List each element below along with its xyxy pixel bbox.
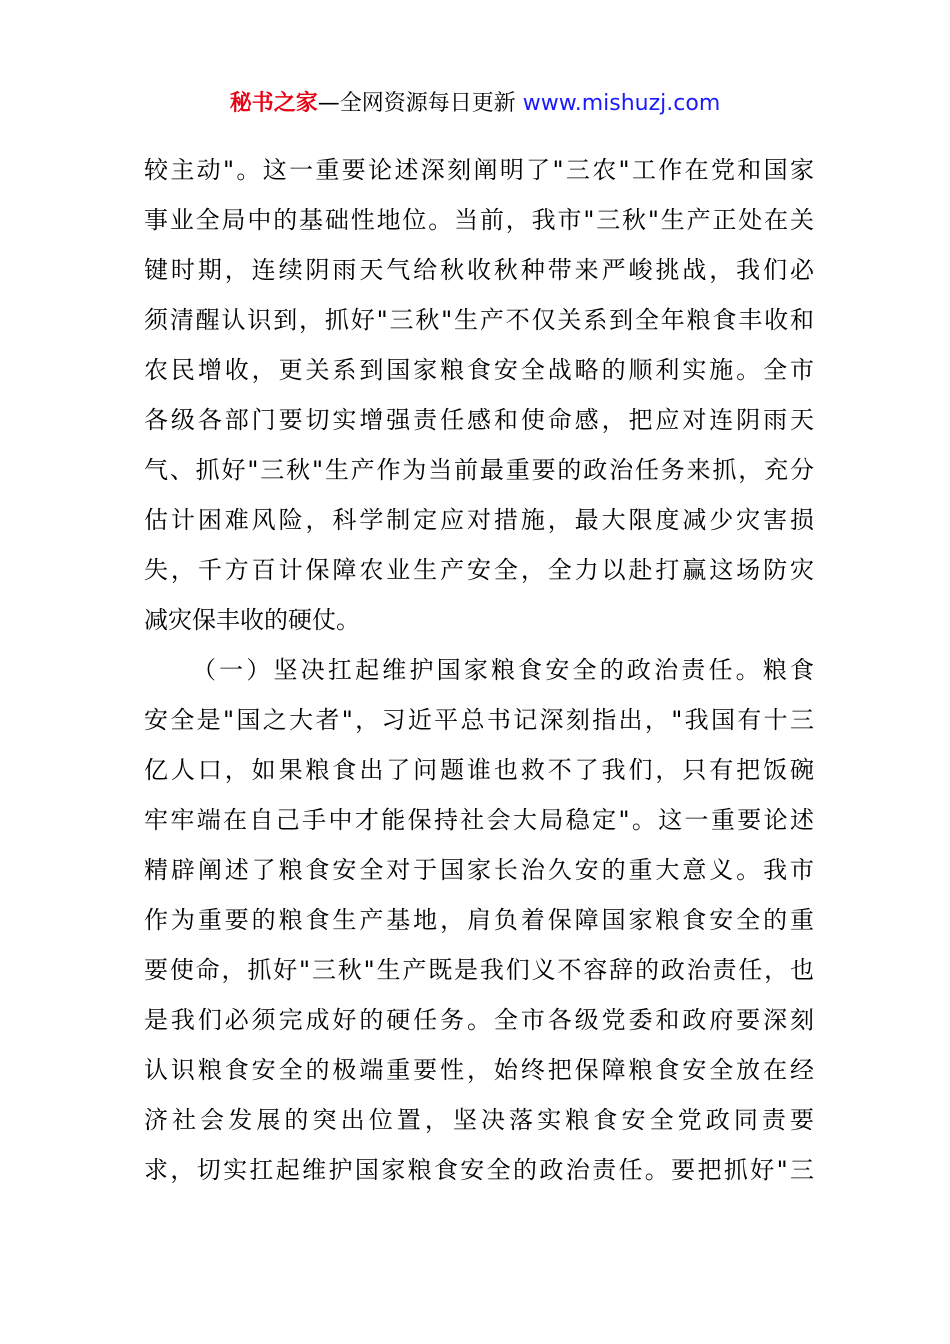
site-tagline: —全网资源每日更新	[317, 91, 523, 116]
text-line: 键时期，连续阴雨天气给秋收秋种带来严峻挑战，我们必	[144, 256, 814, 284]
text-line: 安全是"国之大者"，习近平总书记深刻指出，"我国有十三	[144, 706, 814, 734]
text-line: 是我们必须完成好的硬任务。全市各级党委和政府要深刻	[144, 1006, 814, 1034]
text-line: 求，切实扛起维护国家粮食安全的政治责任。要把抓好"三	[144, 1156, 814, 1184]
text-line: 事业全局中的基础性地位。当前，我市"三秋"生产正处在关	[144, 206, 814, 234]
text-line: 牢牢端在自己手中才能保持社会大局稳定"。这一重要论述	[144, 806, 814, 834]
text-line: 亿人口，如果粮食出了问题谁也救不了我们，只有把饭碗	[144, 756, 814, 784]
document-body	[144, 145, 814, 1195]
text-line: 失，千方百计保障农业生产安全，全力以赴打赢这场防灾	[144, 556, 814, 584]
text-line: 要使命，抓好"三秋"生产既是我们义不容辞的政治责任，也	[144, 956, 814, 984]
paragraph-end-line: 减灾保丰收的硬仗。	[144, 606, 360, 634]
site-brand: 秘书之家	[229, 91, 318, 116]
text-line: 农民增收，更关系到国家粮食安全战略的顺利实施。全市	[144, 356, 814, 384]
section-heading-line: （一）坚决扛起维护国家粮食安全的政治责任。粮食	[192, 656, 814, 684]
page-header	[0, 88, 950, 120]
text-line: 精辟阐述了粮食安全对于国家长治久安的重大意义。我市	[144, 856, 814, 884]
text-line: 气、抓好"三秋"生产作为当前最重要的政治任务来抓，充分	[144, 456, 814, 484]
text-line: 须清醒认识到，抓好"三秋"生产不仅关系到全年粮食丰收和	[144, 306, 814, 334]
text-line: 估计困难风险，科学制定应对措施，最大限度减少灾害损	[144, 506, 814, 534]
site-url-link[interactable]: www.mishuzj.com	[522, 91, 721, 116]
text-line: 济社会发展的突出位置，坚决落实粮食安全党政同责要	[144, 1106, 814, 1134]
text-line: 各级各部门要切实增强责任感和使命感，把应对连阴雨天	[144, 406, 814, 434]
text-line: 较主动"。这一重要论述深刻阐明了"三农"工作在党和国家	[144, 156, 814, 184]
text-line: 认识粮食安全的极端重要性，始终把保障粮食安全放在经	[144, 1056, 814, 1084]
text-line: 作为重要的粮食生产基地，肩负着保障国家粮食安全的重	[144, 906, 814, 934]
